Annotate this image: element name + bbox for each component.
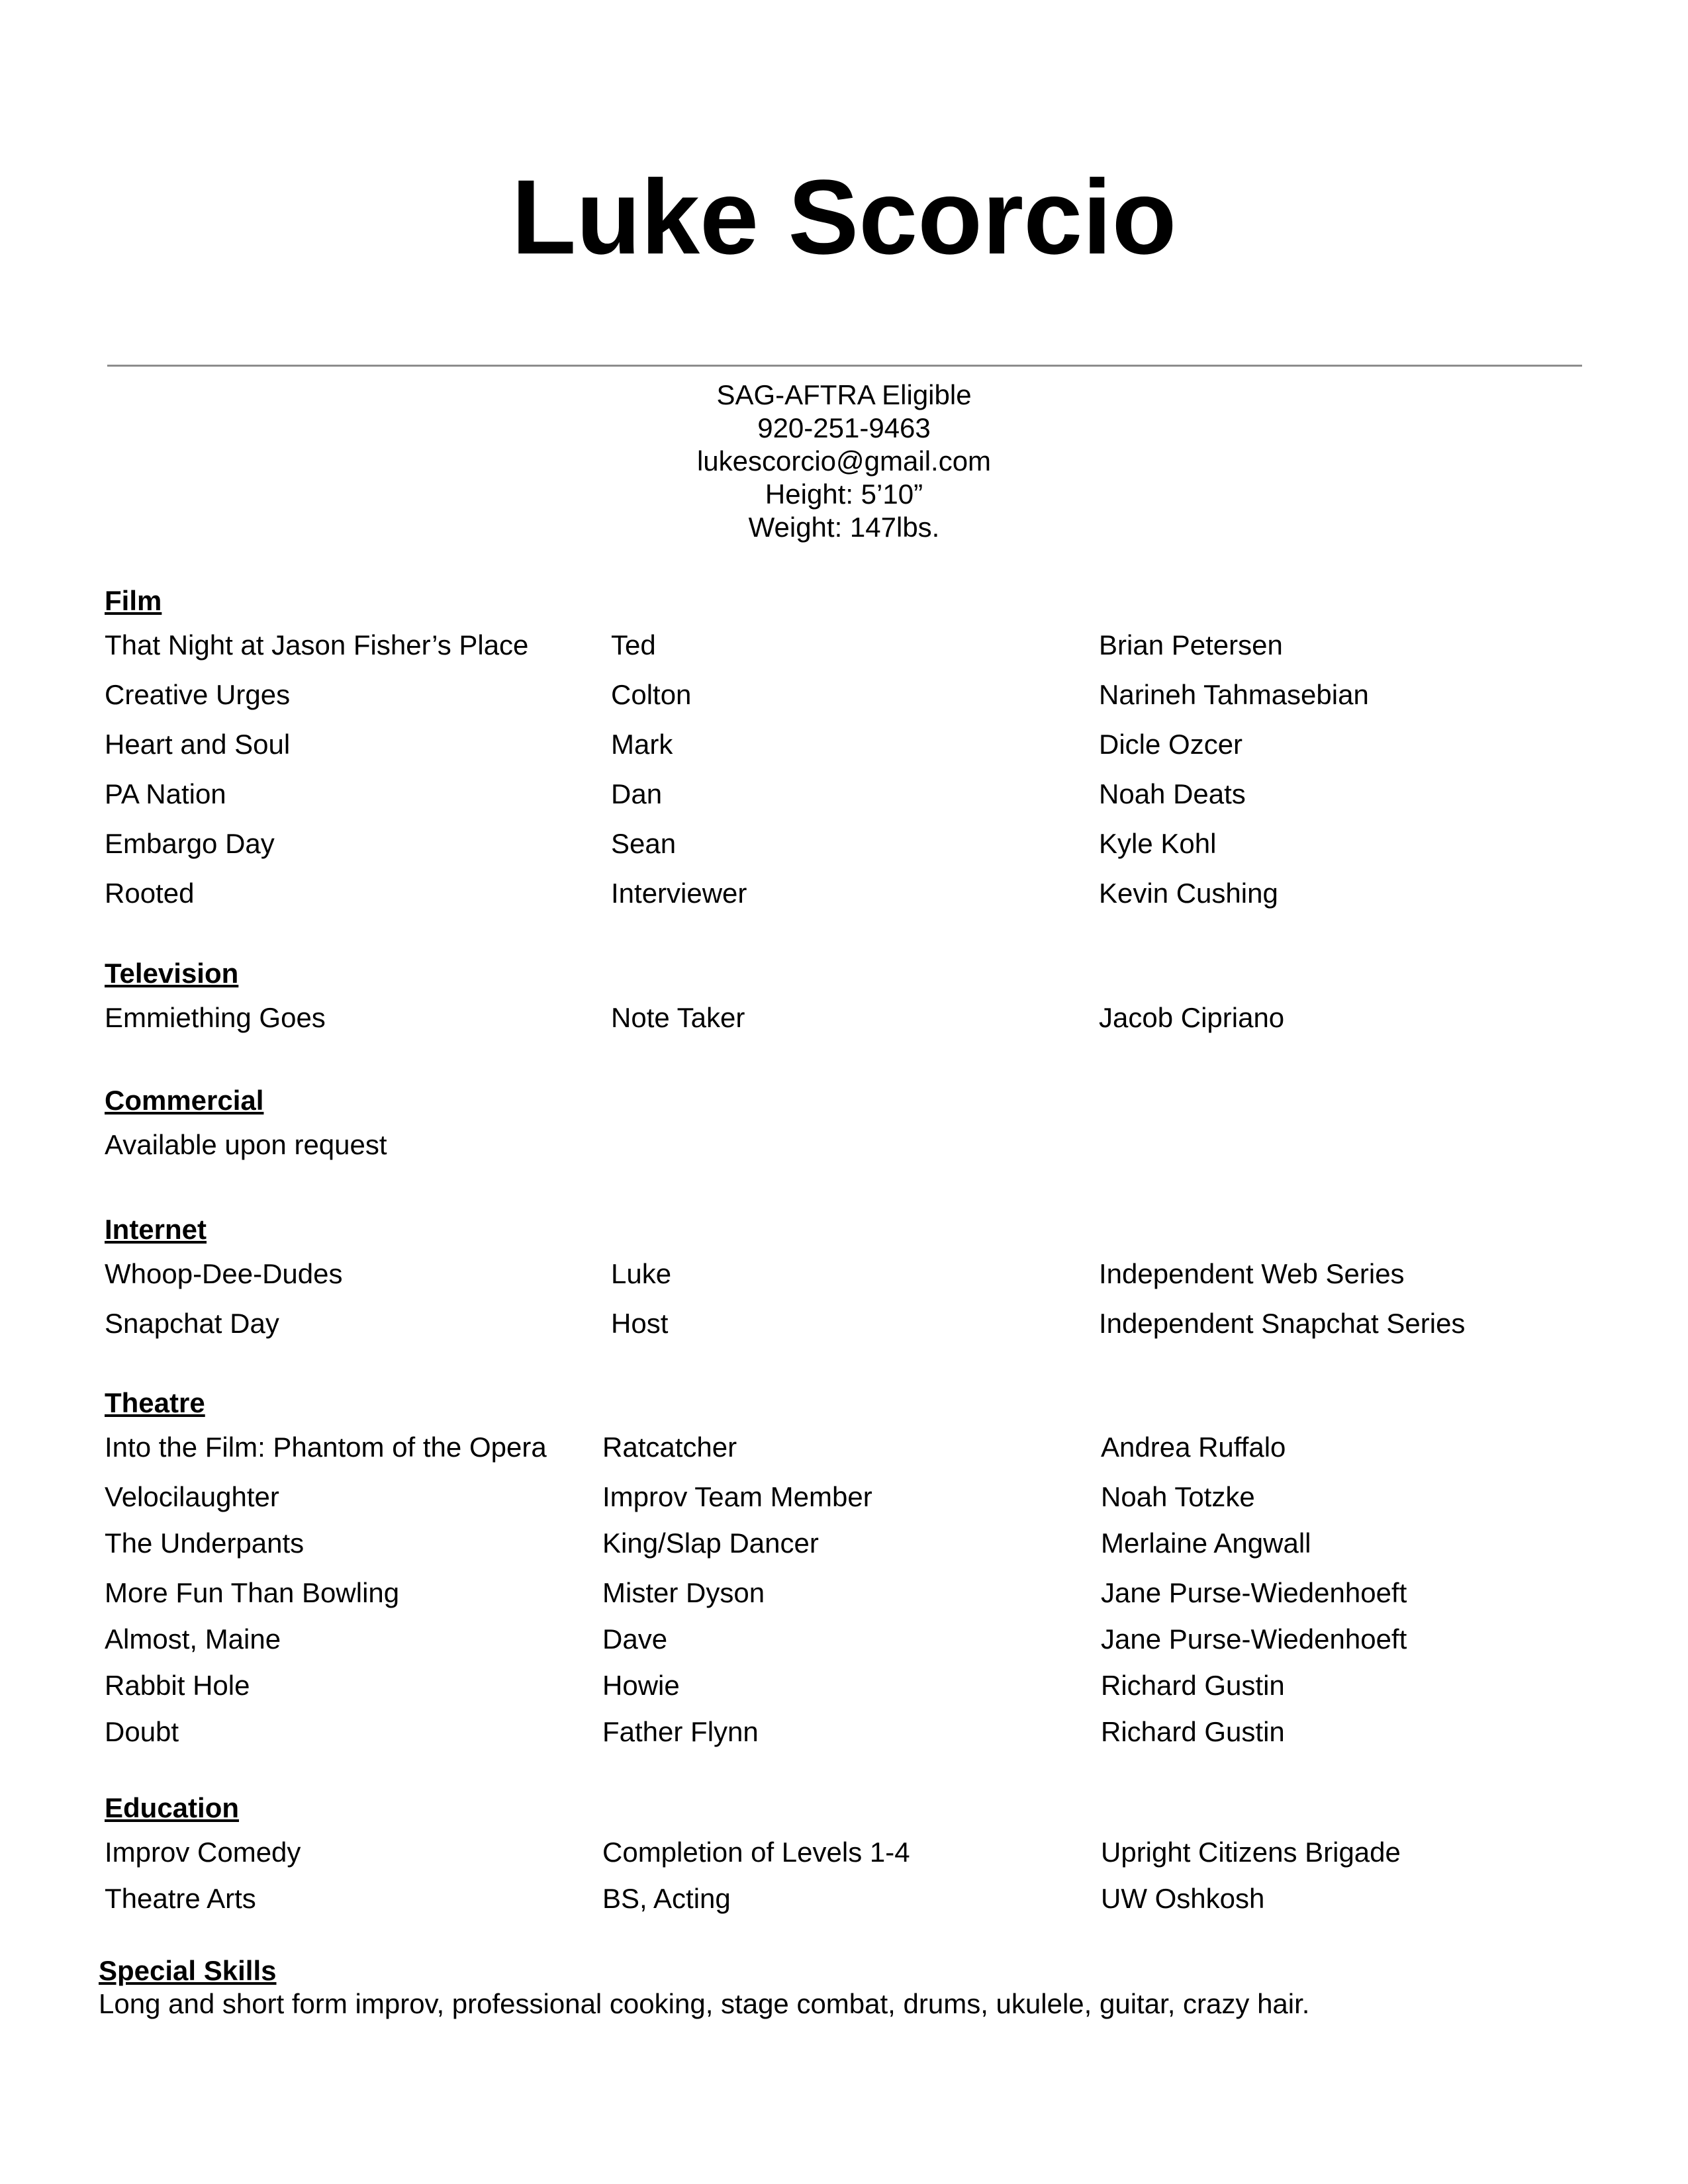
weight: Weight: 147lbs. bbox=[748, 512, 940, 543]
commercial-heading: Commercial bbox=[105, 1085, 264, 1116]
film-title: Embargo Day bbox=[105, 828, 275, 859]
film-heading: Film bbox=[105, 585, 162, 616]
film-section bbox=[105, 584, 1614, 927]
internet-producer: Independent Snapchat Series bbox=[1099, 1308, 1466, 1339]
theatre-title: More Fun Than Bowling bbox=[105, 1577, 400, 1608]
theatre-row bbox=[105, 1715, 1614, 1762]
education-section bbox=[105, 1792, 1614, 1929]
film-row bbox=[105, 629, 1614, 678]
film-role: Sean bbox=[611, 828, 677, 859]
television-director: Jacob Cipriano bbox=[1099, 1002, 1285, 1033]
education-institution: Upright Citizens Brigade bbox=[1101, 1837, 1401, 1868]
theatre-row bbox=[105, 1623, 1614, 1669]
internet-heading: Internet bbox=[105, 1214, 207, 1245]
film-role: Ted bbox=[611, 629, 656, 660]
film-role: Mark bbox=[611, 729, 673, 760]
education-institution: UW Oshkosh bbox=[1101, 1883, 1265, 1914]
special-skills-heading: Special Skills bbox=[99, 1955, 277, 1986]
theatre-title: Into the Film: Phantom of the Opera bbox=[105, 1432, 547, 1463]
film-director: Kevin Cushing bbox=[1099, 878, 1278, 909]
internet-title: Snapchat Day bbox=[105, 1308, 279, 1339]
film-role: Interviewer bbox=[611, 878, 747, 909]
theatre-role: Howie bbox=[602, 1670, 680, 1701]
commercial-note: Available upon request bbox=[105, 1129, 387, 1160]
film-row bbox=[105, 778, 1614, 827]
television-row bbox=[105, 1001, 1614, 1051]
education-heading: Education bbox=[105, 1792, 240, 1823]
theatre-title: Velocilaughter bbox=[105, 1481, 279, 1512]
theatre-title: The Underpants bbox=[105, 1527, 305, 1559]
theatre-role: Improv Team Member bbox=[602, 1481, 872, 1512]
theatre-role: Father Flynn bbox=[602, 1716, 759, 1747]
theatre-title: Almost, Maine bbox=[105, 1623, 281, 1655]
theatre-row bbox=[105, 1480, 1614, 1527]
union-status: SAG-AFTRA Eligible bbox=[716, 379, 972, 410]
film-director: Dicle Ozcer bbox=[1099, 729, 1243, 760]
film-title: Rooted bbox=[105, 878, 195, 909]
film-row bbox=[105, 728, 1614, 778]
resume-name: Luke Scorcio bbox=[511, 158, 1177, 276]
theatre-heading: Theatre bbox=[105, 1387, 205, 1418]
film-title: Heart and Soul bbox=[105, 729, 291, 760]
theatre-director: Richard Gustin bbox=[1101, 1670, 1285, 1701]
internet-role: Luke bbox=[611, 1258, 672, 1289]
film-role: Colton bbox=[611, 679, 692, 710]
film-row bbox=[105, 678, 1614, 728]
television-heading: Television bbox=[105, 958, 239, 989]
education-credential: BS, Acting bbox=[602, 1883, 731, 1914]
education-row bbox=[105, 1836, 1614, 1882]
film-role: Dan bbox=[611, 778, 663, 809]
theatre-director: Richard Gustin bbox=[1101, 1716, 1285, 1747]
theatre-role: King/Slap Dancer bbox=[602, 1527, 819, 1559]
film-director: Brian Petersen bbox=[1099, 629, 1283, 660]
television-title: Emmiething Goes bbox=[105, 1002, 326, 1033]
height: Height: 5’10” bbox=[765, 478, 923, 510]
theatre-title: Doubt bbox=[105, 1716, 179, 1747]
theatre-title: Rabbit Hole bbox=[105, 1670, 250, 1701]
film-title: PA Nation bbox=[105, 778, 226, 809]
internet-row bbox=[105, 1307, 1614, 1357]
internet-title: Whoop-Dee-Dudes bbox=[105, 1258, 343, 1289]
film-title: That Night at Jason Fisher’s Place bbox=[105, 629, 529, 660]
television-role: Note Taker bbox=[611, 1002, 745, 1033]
phone-number: 920-251-9463 bbox=[757, 412, 931, 443]
theatre-director: Andrea Ruffalo bbox=[1101, 1432, 1286, 1463]
theatre-section bbox=[105, 1387, 1614, 1762]
theatre-director: Jane Purse-Wiedenhoeft bbox=[1101, 1577, 1407, 1608]
film-director: Noah Deats bbox=[1099, 778, 1246, 809]
theatre-row bbox=[105, 1576, 1614, 1623]
theatre-role: Mister Dyson bbox=[602, 1577, 765, 1608]
contact-block bbox=[0, 379, 1688, 544]
film-director: Narineh Tahmasebian bbox=[1099, 679, 1369, 710]
film-row bbox=[105, 877, 1614, 927]
education-row bbox=[105, 1882, 1614, 1929]
special-skills-section bbox=[99, 1954, 1608, 2021]
education-field: Improv Comedy bbox=[105, 1837, 301, 1868]
film-row bbox=[105, 827, 1614, 877]
internet-section bbox=[105, 1213, 1614, 1357]
theatre-role: Dave bbox=[602, 1623, 668, 1655]
commercial-section bbox=[105, 1084, 1614, 1161]
special-skills-text: Long and short form improv, professional cooking, stage combat, drums, ukulele, guitar, crazy hair. bbox=[99, 1988, 1310, 2019]
theatre-director: Noah Totzke bbox=[1101, 1481, 1255, 1512]
film-director: Kyle Kohl bbox=[1099, 828, 1217, 859]
internet-producer: Independent Web Series bbox=[1099, 1258, 1405, 1289]
internet-row bbox=[105, 1257, 1614, 1307]
internet-role: Host bbox=[611, 1308, 669, 1339]
education-field: Theatre Arts bbox=[105, 1883, 256, 1914]
theatre-row bbox=[105, 1431, 1614, 1480]
television-section bbox=[105, 957, 1614, 1051]
email-address: lukescorcio@gmail.com bbox=[696, 445, 992, 477]
film-title: Creative Urges bbox=[105, 679, 291, 710]
theatre-row bbox=[105, 1669, 1614, 1715]
theatre-row bbox=[105, 1527, 1614, 1576]
theatre-director: Jane Purse-Wiedenhoeft bbox=[1101, 1623, 1407, 1655]
theatre-role: Ratcatcher bbox=[602, 1432, 737, 1463]
education-credential: Completion of Levels 1-4 bbox=[602, 1837, 910, 1868]
header-divider bbox=[107, 365, 1582, 367]
theatre-director: Merlaine Angwall bbox=[1101, 1527, 1311, 1559]
